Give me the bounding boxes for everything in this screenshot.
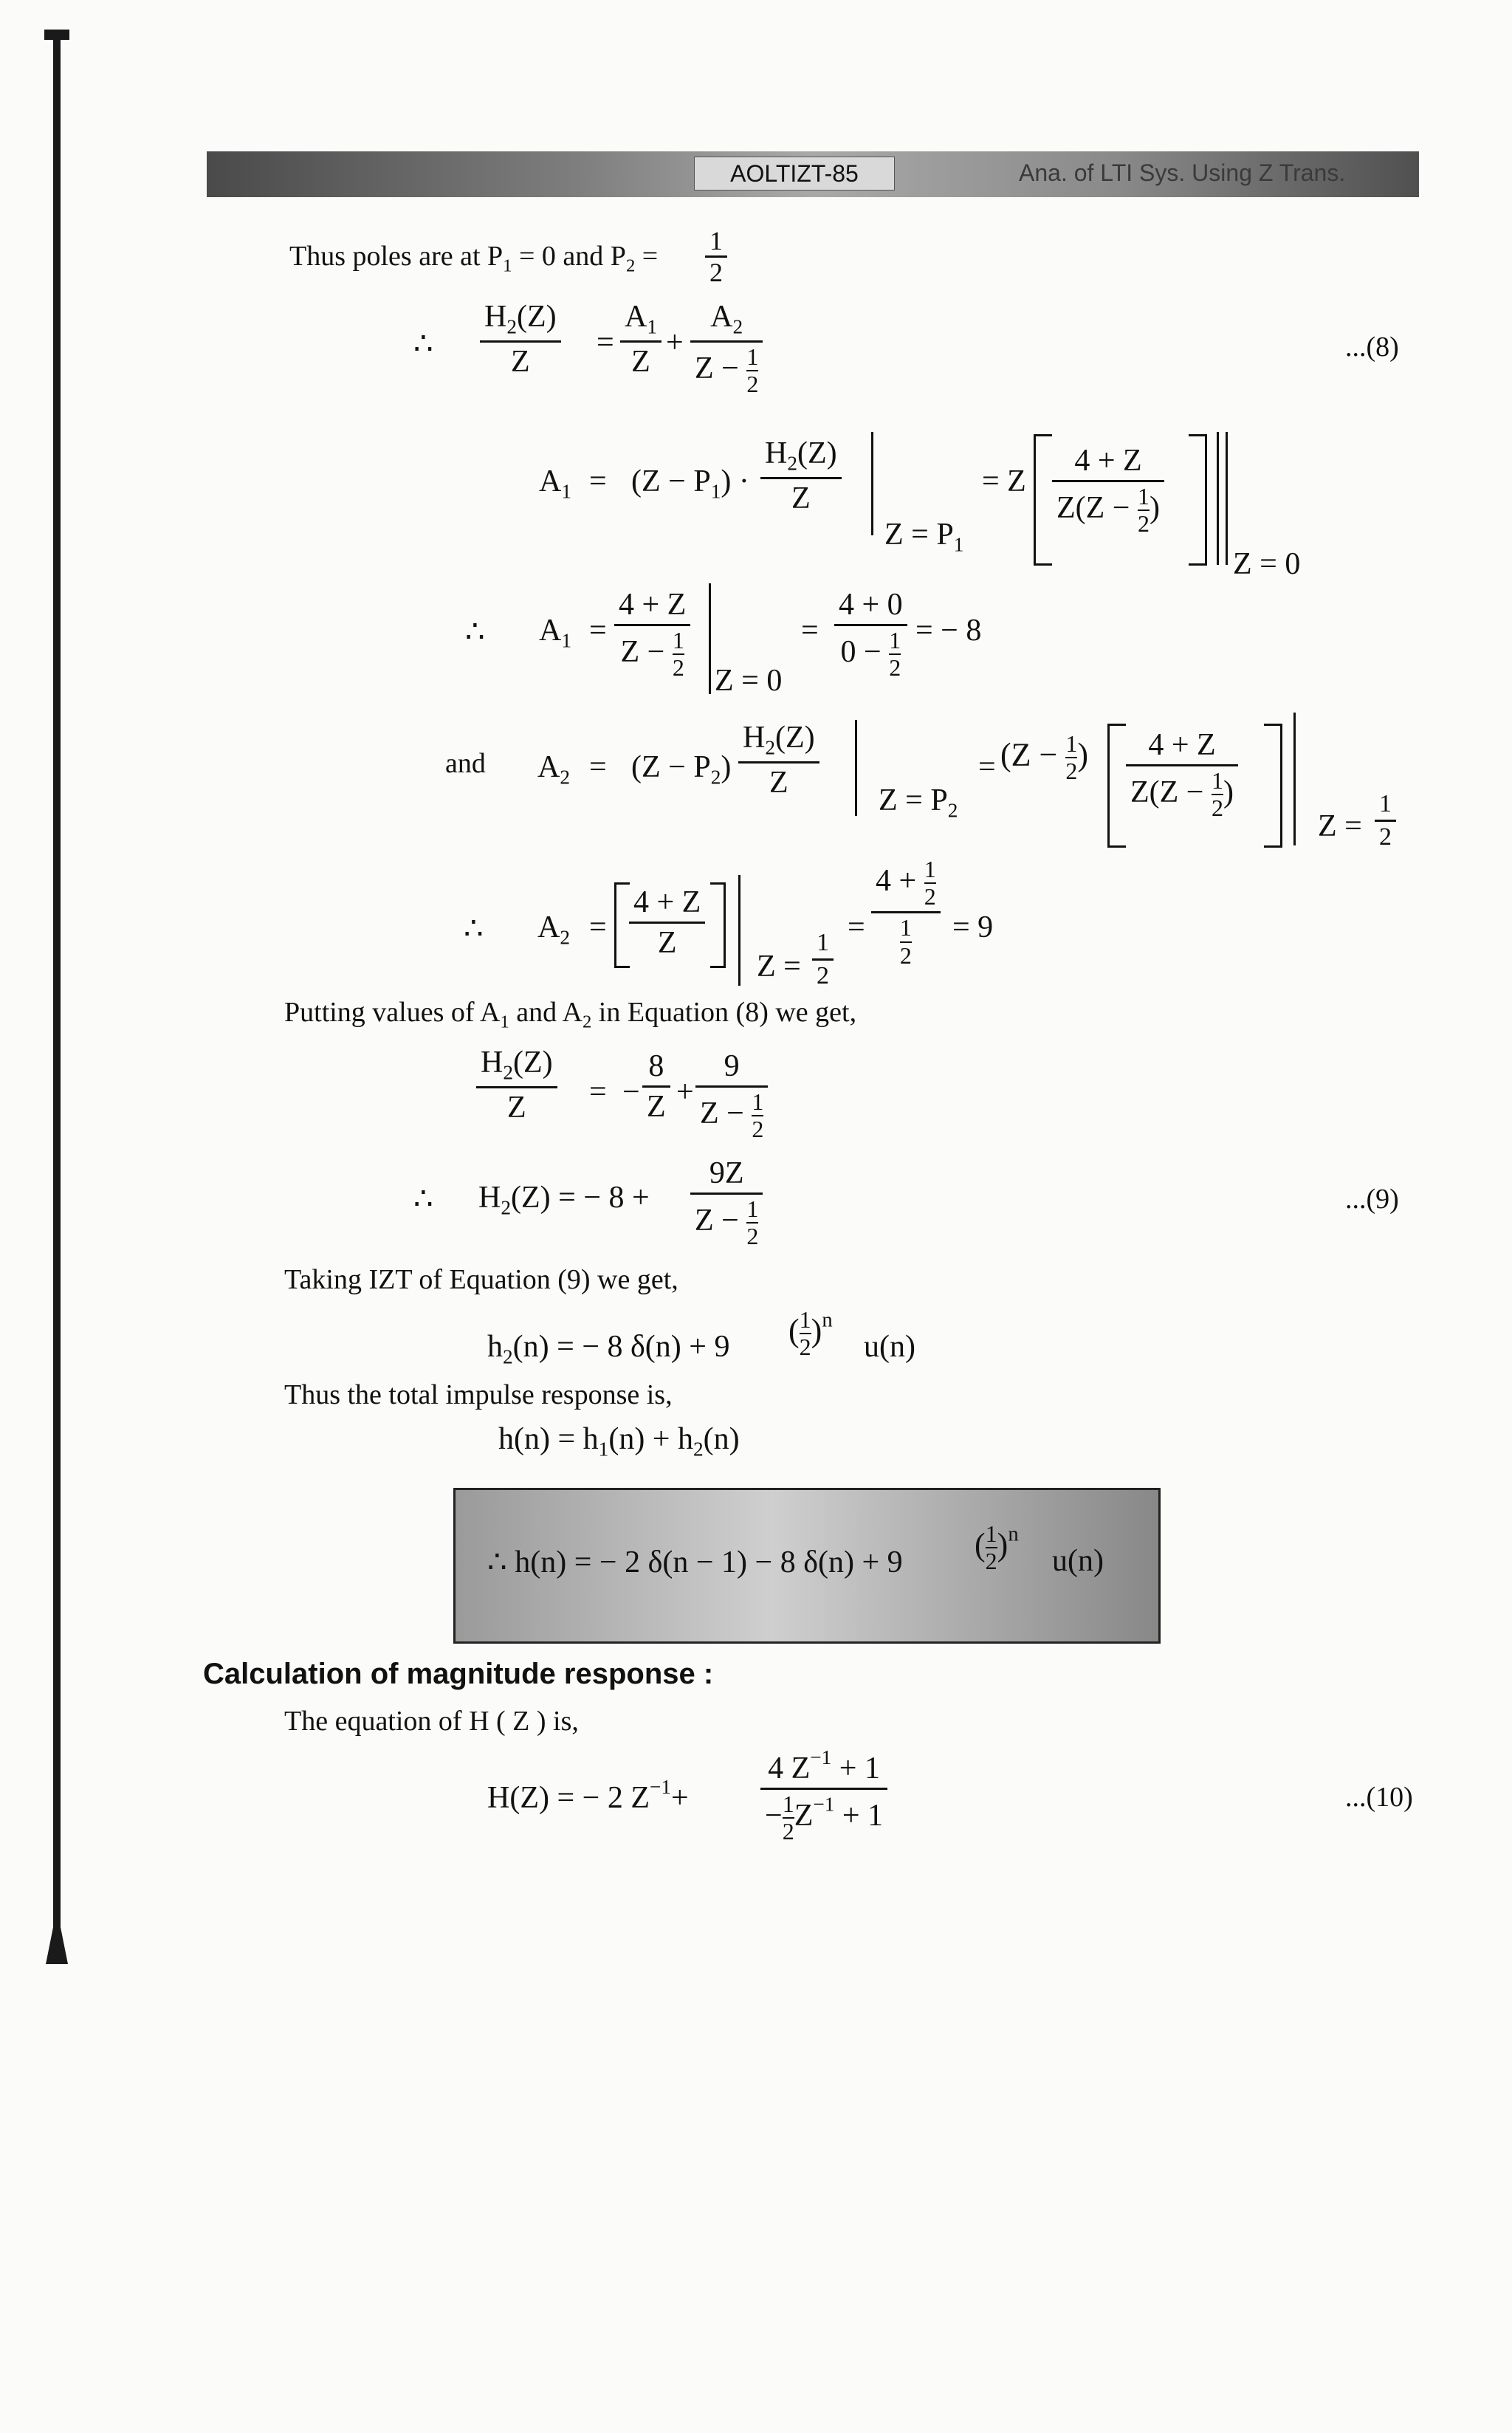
a2-label: $A_2$ xyxy=(537,750,570,789)
four-plus-half-over-half: 4 + $\frac{1}{2}$ $\frac{1}{2}$ xyxy=(871,857,941,969)
therefore-symbol: ∴ xyxy=(465,615,485,649)
putting-values-sentence: Putting values of $A_1$ and $A_2$ in Equation (8) we get, xyxy=(284,997,857,1032)
and-word: and xyxy=(445,748,486,779)
eq-z: = Z xyxy=(982,464,1026,498)
eight-over-z: $\frac{8}{Z}$ xyxy=(642,1049,670,1125)
z-minus-half-paren: (Z − $\frac{1}{2}$ ) xyxy=(1000,730,1089,785)
plus: + xyxy=(676,1075,694,1109)
therefore-symbol: ∴ xyxy=(413,1182,433,1216)
running-title: Ana. of LTI Sys. Using Z Trans. xyxy=(1019,159,1346,186)
four-plus-z-over-z: $\frac{4 + Z}{Z}$ xyxy=(629,885,705,961)
a1-bracket-fraction: 4 + Z Z(Z − $\frac{1}{2}$ ) xyxy=(1052,443,1164,537)
evaluation-bar xyxy=(738,875,740,986)
equation-number-9: ...(9) xyxy=(1345,1184,1399,1215)
minus: − xyxy=(622,1075,640,1109)
page-code: AOLTIZT-85 xyxy=(694,157,895,191)
fraction-half: $\frac{1}{2}$ xyxy=(812,929,834,990)
z-eq-half: Z = xyxy=(757,950,801,984)
final-impulse-response: ∴ h(n) = − 2 δ(n − 1) − 8 δ(n) + 9 xyxy=(487,1545,903,1579)
left-bracket xyxy=(1034,434,1052,566)
z-minus-p2: $(Z - P_2)$ xyxy=(631,750,732,789)
a2-bracket-fraction: 4 + Z Z(Z − $\frac{1}{2}$ ) xyxy=(1126,727,1238,821)
evaluation-bar xyxy=(855,720,857,816)
half-power-n: ( $\frac{1}{2}$ )$^n$ xyxy=(788,1306,833,1361)
binder-edge xyxy=(53,30,61,1964)
z-eq-0: Z = 0 xyxy=(715,664,783,698)
four-plus-z-over-z-minus-half: 4 + Z Z − $\frac{1}{2}$ xyxy=(614,587,690,681)
right-bracket xyxy=(710,882,726,968)
equals: = xyxy=(589,464,607,498)
left-bracket xyxy=(1107,724,1126,848)
z-minus-p1: $(Z - P_1)$ · xyxy=(631,464,749,503)
evaluation-bar xyxy=(709,583,711,694)
therefore-symbol: ∴ xyxy=(464,912,484,946)
a1-label: $A_1$ xyxy=(539,464,571,503)
taking-izt-sentence: Taking IZT of Equation (9) we get, xyxy=(284,1264,678,1295)
equation-number-10: ...(10) xyxy=(1345,1782,1413,1813)
z-eq-p2: $Z = P_2$ xyxy=(879,783,958,822)
z-eq-0: Z = 0 xyxy=(1233,547,1301,581)
fraction-half: $\frac{1}{2}$ xyxy=(1375,790,1396,851)
equals: = xyxy=(589,910,607,944)
h2z-over-z: $\frac{H_2(Z)}{Z}$ xyxy=(480,299,561,380)
right-bracket xyxy=(1189,434,1207,566)
equals: = xyxy=(801,614,819,648)
four-plus-zero-over-zero-minus-half: 4 + 0 0 − $\frac{1}{2}$ xyxy=(834,587,907,681)
result-minus-8: = − 8 xyxy=(915,614,982,648)
h2z-over-z: $\frac{H_2(Z)}{Z}$ xyxy=(760,436,842,516)
eq10-lhs: H(Z) = − 2 $Z^{-1}+$ xyxy=(487,1776,689,1816)
equals: = xyxy=(589,614,607,648)
eq10-fraction: 4 $Z^{-1} + 1$ − $\frac{1}{2}$ $Z^{-1} + 1$ xyxy=(760,1746,887,1845)
nine-over-z-minus-half: 9 Z − $\frac{1}{2}$ xyxy=(695,1049,768,1142)
left-bracket xyxy=(614,882,630,968)
unit-step: u(n) xyxy=(864,1330,915,1364)
h2z-eq9: $H_2(Z)$ = − 8 + xyxy=(478,1181,650,1219)
a1-over-z: $\frac{A_1}{Z}$ xyxy=(620,299,662,380)
plus: + xyxy=(666,326,684,360)
nine-z-over-z-minus-half: 9Z Z − $\frac{1}{2}$ xyxy=(690,1156,763,1249)
total-impulse-sentence: Thus the total impulse response is, xyxy=(284,1379,673,1410)
half-power-n: ( $\frac{1}{2}$ )$^n$ xyxy=(975,1520,1019,1575)
therefore-symbol: ∴ xyxy=(413,327,433,361)
z-eq-half: Z = xyxy=(1318,809,1362,843)
h2n-equation: $h_2(n)$ = − 8 δ(n) + 9 xyxy=(487,1330,730,1368)
section-heading: Calculation of magnitude response : xyxy=(203,1658,714,1690)
equation-number-8: ...(8) xyxy=(1345,332,1399,363)
h2z-over-z: $\frac{H_2(Z)}{Z}$ xyxy=(738,720,819,800)
equals: = xyxy=(978,750,996,784)
hn-sum-equation: $h(n) = h_1(n) + h_2(n)$ xyxy=(498,1422,740,1461)
equals: = xyxy=(589,1075,607,1109)
equation-of-h-sentence: The equation of H ( Z ) is, xyxy=(284,1706,579,1737)
evaluation-bar xyxy=(1226,432,1228,565)
a2-over-z-minus-half: $A_2$ Z − $\frac{1}{2}$ xyxy=(690,299,763,397)
poles-sentence: Thus poles are at $P_1 = 0$ and $P_2$ = xyxy=(289,241,659,276)
equals: = xyxy=(848,910,865,944)
z-eq-p1: $Z = P_1$ xyxy=(884,518,964,556)
evaluation-bar xyxy=(1293,713,1296,845)
a1-label: $A_1$ xyxy=(539,614,571,652)
unit-step: u(n) xyxy=(1052,1544,1104,1578)
fraction-half: $\frac{1}{2}$ xyxy=(705,227,727,286)
result-equals-9: = 9 xyxy=(952,910,994,944)
right-bracket xyxy=(1264,724,1282,848)
evaluation-bar xyxy=(1217,432,1219,565)
equals: = xyxy=(597,326,614,360)
a2-label: $A_2$ xyxy=(537,910,570,949)
h2z-over-z: $\frac{H_2(Z)}{Z}$ xyxy=(476,1045,557,1125)
equals: = xyxy=(589,750,607,784)
evaluation-bar xyxy=(871,432,873,535)
binder-foot xyxy=(46,1920,68,1964)
